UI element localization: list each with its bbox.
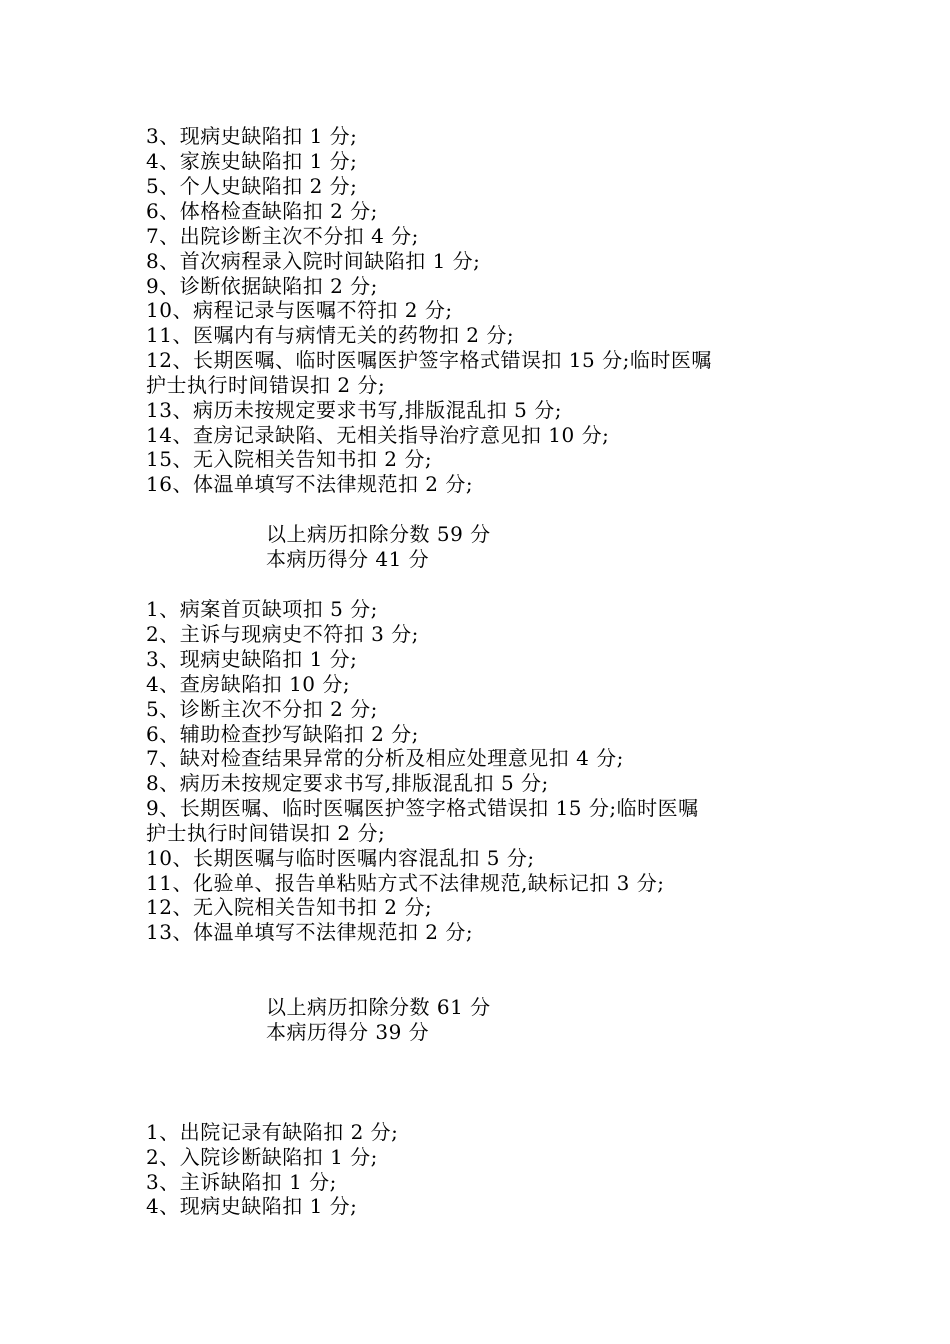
list-item: 16、体温单填写不法律规范扣 2 分;	[146, 472, 474, 496]
list-item: 2、主诉与现病史不符扣 3 分;	[146, 622, 419, 646]
summary-deducted: 以上病历扣除分数 61 分	[266, 995, 491, 1019]
list-item: 9、诊断依据缺陷扣 2 分;	[146, 274, 378, 298]
list-item: 12、长期医嘱、临时医嘱医护签字格式错误扣 15 分;临时医嘱	[146, 348, 712, 372]
list-item: 5、诊断主次不分扣 2 分;	[146, 697, 378, 721]
list-item: 9、长期医嘱、临时医嘱医护签字格式错误扣 15 分;临时医嘱	[146, 796, 699, 820]
list-item: 3、现病史缺陷扣 1 分;	[146, 124, 358, 148]
list-item: 7、出院诊断主次不分扣 4 分;	[146, 224, 419, 248]
list-item: 11、医嘱内有与病情无关的药物扣 2 分;	[146, 323, 515, 347]
list-item: 2、入院诊断缺陷扣 1 分;	[146, 1145, 378, 1169]
list-item: 8、病历未按规定要求书写,排版混乱扣 5 分;	[146, 771, 549, 795]
list-item: 5、个人史缺陷扣 2 分;	[146, 174, 358, 198]
list-item: 15、无入院相关告知书扣 2 分;	[146, 447, 433, 471]
summary-score: 本病历得分 39 分	[266, 1020, 430, 1044]
list-item: 6、体格检查缺陷扣 2 分;	[146, 199, 378, 223]
list-item: 8、首次病程录入院时间缺陷扣 1 分;	[146, 249, 481, 273]
list-item: 7、缺对检查结果异常的分析及相应处理意见扣 4 分;	[146, 746, 624, 770]
summary-score: 本病历得分 41 分	[266, 547, 430, 571]
list-item-continuation: 护士执行时间错误扣 2 分;	[146, 821, 386, 845]
list-item: 10、病程记录与医嘱不符扣 2 分;	[146, 298, 453, 322]
list-item: 11、化验单、报告单粘贴方式不法律规范,缺标记扣 3 分;	[146, 871, 665, 895]
list-item: 3、主诉缺陷扣 1 分;	[146, 1170, 337, 1194]
list-item: 12、无入院相关告知书扣 2 分;	[146, 895, 433, 919]
list-item-continuation: 护士执行时间错误扣 2 分;	[146, 373, 386, 397]
list-item: 13、体温单填写不法律规范扣 2 分;	[146, 920, 474, 944]
list-item: 1、出院记录有缺陷扣 2 分;	[146, 1120, 399, 1144]
summary-deducted: 以上病历扣除分数 59 分	[266, 522, 491, 546]
list-item: 14、查房记录缺陷、无相关指导治疗意见扣 10 分;	[146, 423, 610, 447]
list-item: 1、病案首页缺项扣 5 分;	[146, 597, 378, 621]
list-item: 4、现病史缺陷扣 1 分;	[146, 1194, 358, 1218]
list-item: 4、家族史缺陷扣 1 分;	[146, 149, 358, 173]
list-item: 3、现病史缺陷扣 1 分;	[146, 647, 358, 671]
list-item: 13、病历未按规定要求书写,排版混乱扣 5 分;	[146, 398, 562, 422]
list-item: 6、辅助检查抄写缺陷扣 2 分;	[146, 722, 419, 746]
list-item: 10、长期医嘱与临时医嘱内容混乱扣 5 分;	[146, 846, 535, 870]
list-item: 4、查房缺陷扣 10 分;	[146, 672, 351, 696]
